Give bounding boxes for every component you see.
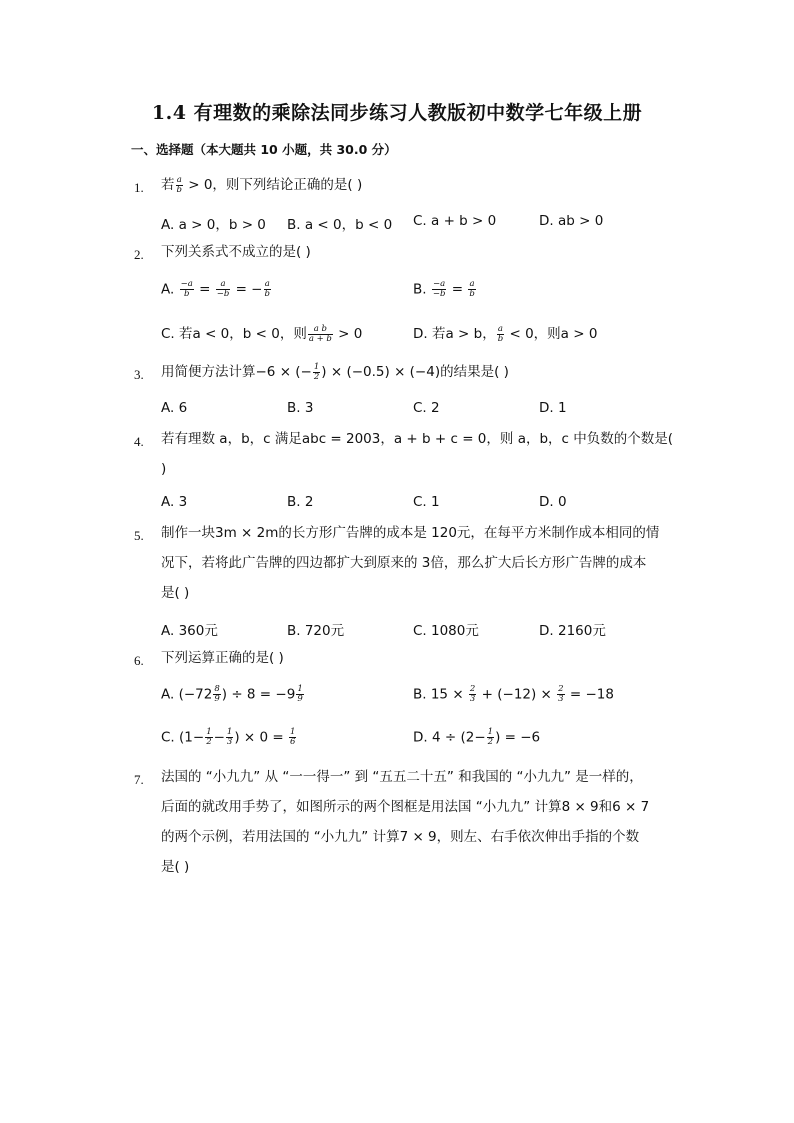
option-c[interactable]: C. 1 [413,494,440,510]
question-stem: 制作一块3m × 2m的长方形广告牌的成本是 120元，在每平方米制作成本相同的情 况下，若将此广告牌的四边都扩大到原来的 3倍，那么扩大后长方形广告牌的成本 是( ) [161,525,660,601]
option-b[interactable]: B. a < 0，b < 0 [287,217,393,233]
question-stem: 若有理数 a，b，c 满足abc = 2003，a + b + c = 0，则 a，b，c 中负数的个数是( ) [161,431,674,477]
option-d[interactable]: D. 1 [539,400,567,416]
option-d[interactable]: D. 4 ÷ (2− $\frac{1}{2}$ ) = −6 [413,727,541,747]
question-stem: 下列关系式不成立的是( ) [161,244,311,260]
option-c[interactable]: C. 2 [413,400,440,416]
section-heading: 一、选择题（本大题共 10 小题，共 30.0 分） [131,142,397,157]
question-stem: 法国的 “小九九” 从 “一一得一” 到 “五五二十五” 和我国的 “小九九” 是一样的， 后面的就改用手势了，如图所示的两个图框是用法国 “小九九” 计算8 × 9和6 × 7 的两个示例，若用法国的 “小九九” 计算7 × 9，则左、右手依次伸出手指的个数 是( ) [161,769,650,875]
question-number: 4. [134,434,144,449]
option-a[interactable]: A. 3 [161,494,188,510]
question-number: 1. [134,180,144,195]
page-title: 1.4 有理数的乘除法同步练习人教版初中数学七年级上册 [151,102,643,124]
option-b[interactable]: B. 15 × $\frac{2}{3}$ + (−12) × $\frac{2}{3}$ = −18 [413,684,614,704]
option-d[interactable]: D. 0 [539,494,567,510]
option-b[interactable]: B. 3 [287,400,314,416]
option-a[interactable]: A. $\frac{-a}{b}$ = $\frac{a}{-b}$ = − $\frac{a}{b}$ [161,279,270,299]
question-stem: 若 $\frac{a}{b}$ > 0，则下列结论正确的是( ) [161,174,363,195]
option-a[interactable]: A. 6 [161,400,188,416]
question-number: 2. [134,247,144,262]
fraction: $\frac{a}{b}$ [176,174,182,195]
question-stem: 用简便方法计算−6 × (− $\frac{1}{2}$ ) × (−0.5) × (−4)的结果是( ) [161,361,509,382]
option-c[interactable]: C. (1− $\frac{1}{2}$ − $\frac{1}{3}$ ) × 0 = $\frac{1}{6}$ [161,727,296,747]
option-c[interactable]: C. 若a < 0，b < 0，则 $\frac{\text{a b}}{a + b}$ > 0 [161,323,363,344]
option-d[interactable]: D. 若a > b， $\frac{a}{b}$ < 0，则a > 0 [413,323,598,344]
option-b[interactable]: B. 720元 [287,623,345,639]
option-a[interactable]: A. a > 0，b > 0 [161,217,266,233]
question-stem: 下列运算正确的是( ) [161,650,284,666]
option-c[interactable]: C. a + b > 0 [413,213,497,229]
option-a[interactable]: A. (−72 $\frac{8}{9}$ ) ÷ 8 = −9 $\frac{1}{9}$ [161,684,303,704]
option-b[interactable]: B. 2 [287,494,314,510]
option-a[interactable]: A. 360元 [161,623,218,639]
question-number: 6. [134,653,144,668]
question-number: 7. [134,772,144,787]
option-d[interactable]: D. ab > 0 [539,213,604,229]
question-number: 5. [134,528,144,543]
option-c[interactable]: C. 1080元 [413,623,479,639]
option-b[interactable]: B. $\frac{-a}{-b}$ = $\frac{a}{b}$ [413,279,475,299]
option-d[interactable]: D. 2160元 [539,623,606,639]
question-number: 3. [134,367,144,382]
